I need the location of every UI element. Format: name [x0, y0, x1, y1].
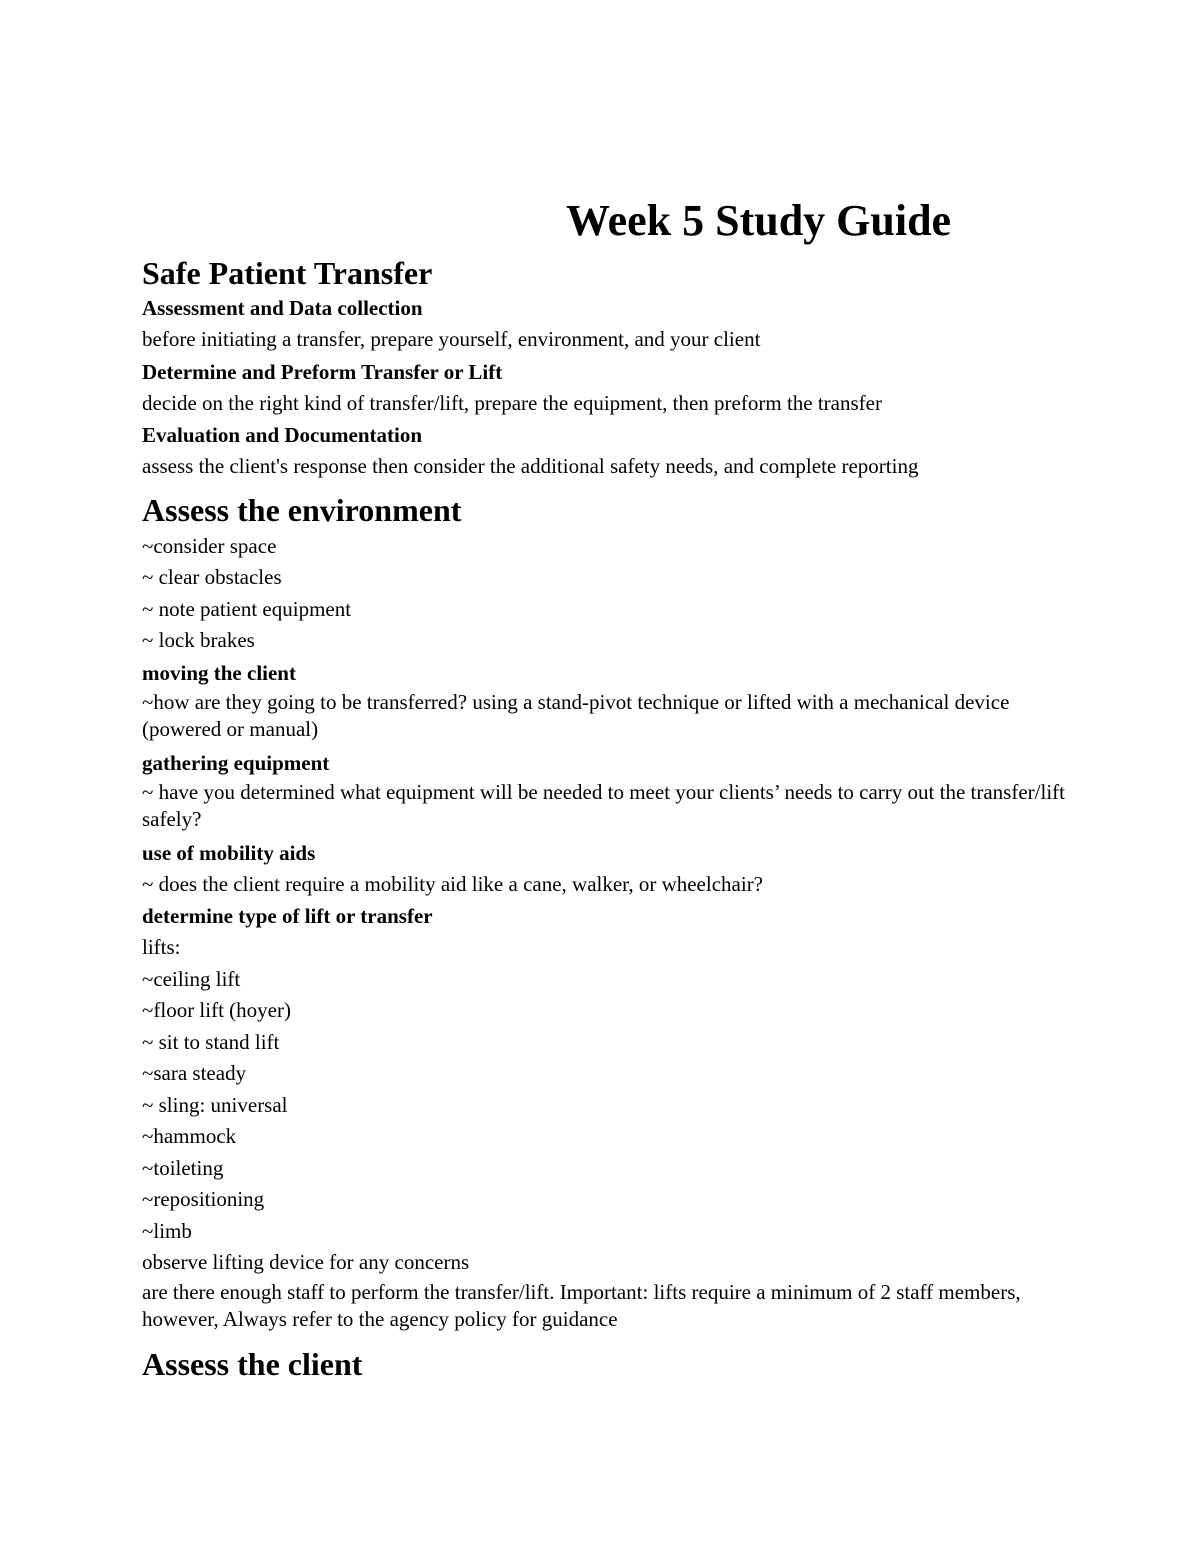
section-heading-safe-patient-transfer: Safe Patient Transfer — [142, 255, 433, 291]
subheading-evaluation: Evaluation and Documentation — [142, 423, 423, 447]
list-item: ~ sit to stand lift — [142, 1029, 280, 1054]
paragraph: ~ does the client require a mobility aid like a cane, walker, or wheelchair? — [142, 871, 764, 896]
subheading-assessment: Assessment and Data collection — [142, 296, 423, 320]
subheading-type-of-lift: determine type of lift or transfer — [142, 904, 433, 928]
subheading-mobility-aids: use of mobility aids — [142, 840, 316, 865]
list-item: ~hammock — [142, 1124, 237, 1148]
paragraph: assess the client's response then consider the additional safety needs, and complete reporting — [142, 454, 919, 478]
document-body — [142, 254, 1072, 1385]
section-heading-assess-client: Assess the client — [142, 1345, 363, 1382]
list-item: ~ sling: universal — [142, 1092, 288, 1117]
paragraph: before initiating a transfer, prepare yourself, environment, and your client — [142, 327, 761, 351]
subheading-determine-transfer: Determine and Preform Transfer or Lift — [142, 359, 503, 384]
paragraph: ~how are they going to be transferred? using a stand-pivot technique or lifted with a mechanical device (powered or manual) — [142, 689, 1010, 741]
list-item: ~floor lift (hoyer) — [142, 998, 291, 1022]
document-title: Week 5 Study Guide — [566, 196, 952, 245]
list-item: ~toileting — [142, 1155, 224, 1180]
list-item: ~ lock brakes — [142, 628, 255, 652]
section-heading-assess-environment: Assess the environment — [142, 491, 462, 528]
list-item: ~sara steady — [142, 1061, 247, 1085]
paragraph: are there enough staff to perform the transfer/lift. Important: lifts require a minimum of 2 staff members, however, Always refer to the agency policy for guidance — [142, 1279, 1021, 1331]
list-item: ~limb — [142, 1218, 192, 1243]
lifts-label: lifts: — [142, 935, 181, 959]
subheading-gathering-equipment: gathering equipment — [142, 750, 330, 775]
paragraph: ~ have you determined what equipment will be needed to meet your clients’ needs to carry out the transfer/lift safely? — [142, 779, 1065, 831]
list-item: ~ceiling lift — [142, 966, 241, 991]
list-item: ~repositioning — [142, 1187, 265, 1211]
paragraph: observe lifting device for any concerns — [142, 1250, 470, 1274]
subheading-moving-client: moving the client — [142, 660, 296, 685]
list-item: ~ clear obstacles — [142, 565, 282, 589]
list-item: ~consider space — [142, 533, 277, 558]
list-item: ~ note patient equipment — [142, 596, 352, 621]
paragraph: decide on the right kind of transfer/lift, prepare the equipment, then preform the transfer — [142, 390, 882, 415]
